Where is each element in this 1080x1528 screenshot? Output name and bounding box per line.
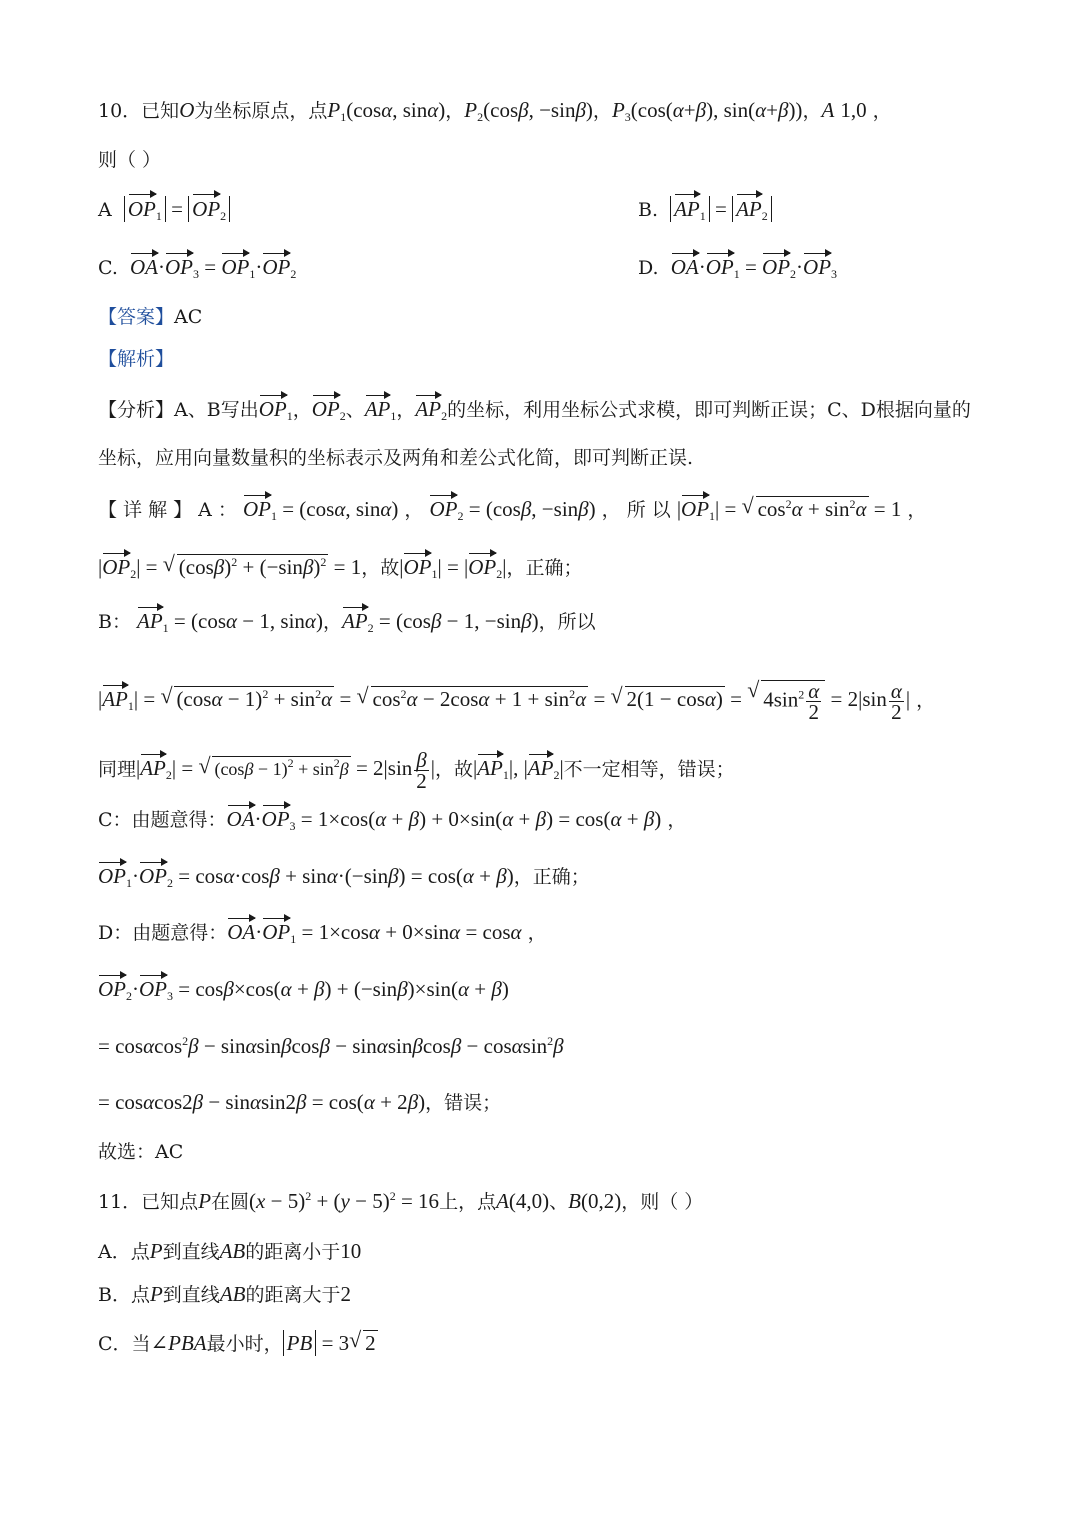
detail-b-line2: $|AP_1|$ = √ $(\cos\alpha - 1)^2 + \sin^2\alpha$ = √ $\cos^2\alpha - 2\cos\alpha + 1 + \sin^2\alpha$ = √ 2(1 − cosα) = √ $4\sin^2$ $\frac{\alpha}{2}$ = 2|sin $\frac{\alpha}{2}$ | ， <box>98 680 935 722</box>
q11-option-a: A．点P到直线AB的距离小于10 <box>98 1239 362 1263</box>
detail-b-line1: B： $AP_1 = (\cos\alpha - 1$, sinα)，$AP_2 = (\cos\beta - 1$, −sinβ)，所以 <box>98 609 596 635</box>
option-c-label: C. <box>98 257 118 279</box>
option-a-formula: $OP_1 = OP_2$ <box>124 197 230 221</box>
q10-number: 10．已知 <box>98 100 180 122</box>
answer-value: AC <box>174 306 203 328</box>
detail-d-line4: = cosαcos2β − sinαsin2β = cos(α + 2β)，错误； <box>98 1090 502 1114</box>
answer-label: 【答案】 <box>98 306 175 328</box>
detail-a-line2: $|OP_2|$ = √ $(\cos\beta)^2 + (-\sin\beta)^2 = 1$，故$|OP_1| = |OP_2|$，正确； <box>98 554 582 580</box>
detail-b-line3: 同理$|AP_2|$ = √ $(\cos\beta - 1)^2 + \sin^2\beta = 2|\sin$ $\frac{\beta}{2}$ |，故$|AP_1|$, $|AP_2|$不一定相等，错误； <box>98 750 735 791</box>
fenxi-line2: 坐标，应用向量数量积的坐标表示及两角和差公式化简，即可判断正误. <box>98 447 694 469</box>
detail-d-line2: $OP_2\cdot OP_3 = \cos\beta\times\cos(\alpha + \beta) + (-\sin\beta)\times\sin(\alpha + \beta)$ <box>98 977 509 1003</box>
fenxi-line1: 【分析】A、B写出$OP_1$，$OP_2$、$AP_1$，$AP_2$的坐标，利用坐标公式求模，即可判断正误；C、D根据向量的 <box>98 397 971 423</box>
detail-a-line1: 【 详 解 】 A ： $OP_1 = (\cos\alpha$, sinα) ， $OP_2 = (\cos\beta$, −sinβ) ， 所 以 $|OP_1|$ = √ $\cos^2\alpha + \sin^2\alpha = 1$ ， <box>98 496 926 522</box>
detail-d-line3: = cosαcos$^2$β − sinαsinβcosβ − sinαsinβcosβ − cosαsin$^2$β <box>98 1034 564 1058</box>
q10-options-cd <box>98 255 998 280</box>
option-d: D. $OA\cdot OP_1 = OP_2\cdot OP_3$ <box>638 255 838 281</box>
detail-d-line1: D：由题意得：$OA\cdot OP_1 = 1\times\cos\alpha + 0\times\sin\alpha = \cos\alpha$ ， <box>98 920 547 946</box>
q10-stem-cont: 则（ ） <box>98 149 162 171</box>
q11-stem: 11．已知点P在圆$(x - 5)^2 + (y - 5)^2 = 16$上，点A(4,0)、B(0,2)，则（ ） <box>98 1189 704 1213</box>
answer-line <box>98 305 202 329</box>
option-b: B. $AP_1 = AP_2$ <box>638 196 772 222</box>
q11-option-b: B．点P到直线AB的距离大于2 <box>98 1282 351 1306</box>
q11-option-c: C．当∠PBA最小时， PB = 3√ 2 <box>98 1330 378 1356</box>
detail-c-line1: C：由题意得：$OA\cdot OP_3 = 1\times\cos(\alpha + \beta) + 0\times\sin(\alpha + \beta) = \cos(\alpha + \beta)$ ， <box>98 807 687 833</box>
q10-options-ab <box>98 196 998 222</box>
detail-c-line2: $OP_1\cdot OP_2 = \cos\alpha\cdot\cos\beta + \sin\alpha\cdot(-\sin\beta) = \cos(\alpha + \beta)$，正确； <box>98 864 590 890</box>
option-a-label: A <box>98 199 112 221</box>
choose-line: 故选：AC <box>98 1141 184 1163</box>
analysis-heading: 【解析】 <box>98 348 175 370</box>
q10-stem: 10．已知O为坐标原点，点$P_1(\cos\alpha$, sinα)，$P_2(\cos\beta$, −sinβ)，$P_3(\cos(\alpha+\beta)$, sin(α+β))，A 1,0 ， <box>98 98 892 124</box>
option-c-formula: $OA\cdot OP_3 = OP_1\cdot OP_2$ <box>130 255 297 281</box>
